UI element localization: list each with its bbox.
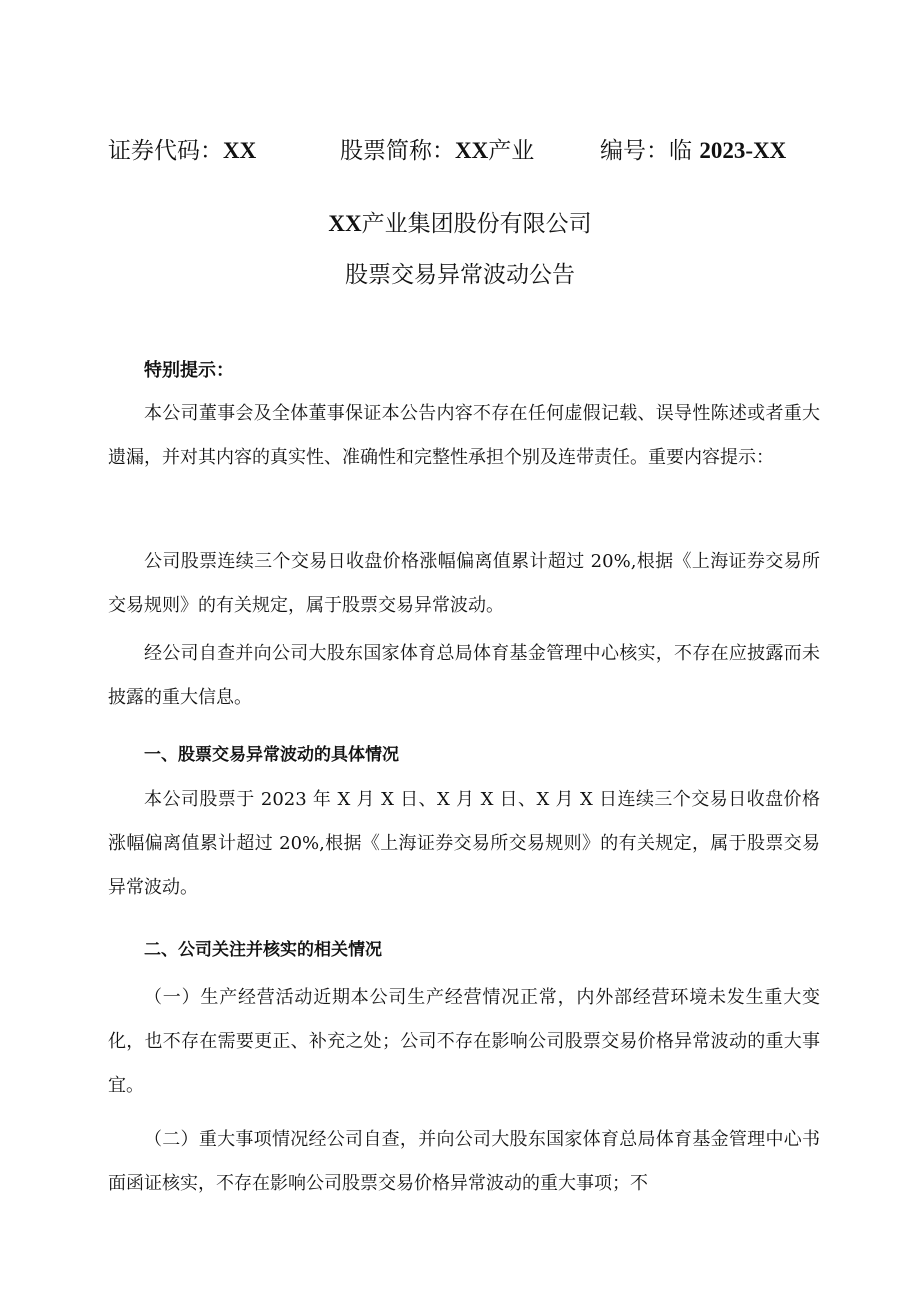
announcement-number-label: 编号：临 bbox=[600, 138, 700, 164]
section-2-paragraph-1: （一）生产经营活动近期本公司生产经营情况正常，内外部经营环境未发生重大变化，也不存在需要更正、补充之处；公司不存在影响公司股票交易价格异常波动的重大事宜。 bbox=[108, 987, 820, 1096]
stock-code-value: XX bbox=[223, 138, 257, 163]
stock-abbreviation-label: 股票简称： bbox=[340, 138, 455, 164]
notice-paragraph-2: 公司股票连续三个交易日收盘价格涨幅偏离值累计超过 20%,根据《上海证券交易所交易规则》的有关规定，属于股票交易异常波动。 bbox=[108, 551, 820, 616]
section-2-heading: 二、公司关注并核实的相关情况 bbox=[144, 940, 382, 960]
special-notice-heading: 特别提示： bbox=[144, 360, 234, 381]
company-name-text: 产业集团股份有限公司 bbox=[361, 211, 592, 237]
announcement-number bbox=[600, 132, 786, 165]
company-name bbox=[0, 205, 920, 238]
notice-paragraph-1: 本公司董事会及全体董事保证本公告内容不存在任何虚假记载、误导性陈述或者重大遗漏，并对其内容的真实性、准确性和完整性承担个别及连带责任。重要内容提示： bbox=[108, 403, 820, 468]
announcement-number-value: 2023-XX bbox=[699, 138, 787, 163]
section-2-paragraph-2: （二）重大事项情况经公司自查，并向公司大股东国家体育总局体育基金管理中心书面函证核实，不存在影响公司股票交易价格异常波动的重大事项；不 bbox=[108, 1129, 820, 1194]
section-1-paragraph: 本公司股票于 2023 年 X 月 X 日、X 月 X 日、X 月 X 日连续三个交易日收盘价格涨幅偏离值累计超过 20%,根据《上海证券交易所交易规则》的有关规定，属于股票交易异常波动。 bbox=[108, 789, 820, 898]
document-title: 股票交易异常波动公告 bbox=[345, 262, 575, 288]
stock-abbreviation-value: 产业 bbox=[488, 138, 535, 164]
document-header bbox=[108, 132, 828, 168]
stock-abbreviation bbox=[340, 132, 534, 165]
stock-code-label: 证券代码： bbox=[108, 138, 223, 164]
section-1-heading: 一、股票交易异常波动的具体情况 bbox=[144, 745, 399, 765]
company-name-prefix: XX bbox=[328, 211, 362, 236]
stock-abbreviation-prefix: XX bbox=[455, 138, 489, 163]
stock-code bbox=[108, 132, 256, 165]
notice-paragraph-3: 经公司自查并向公司大股东国家体育总局体育基金管理中心核实，不存在应披露而未披露的重大信息。 bbox=[108, 643, 820, 708]
